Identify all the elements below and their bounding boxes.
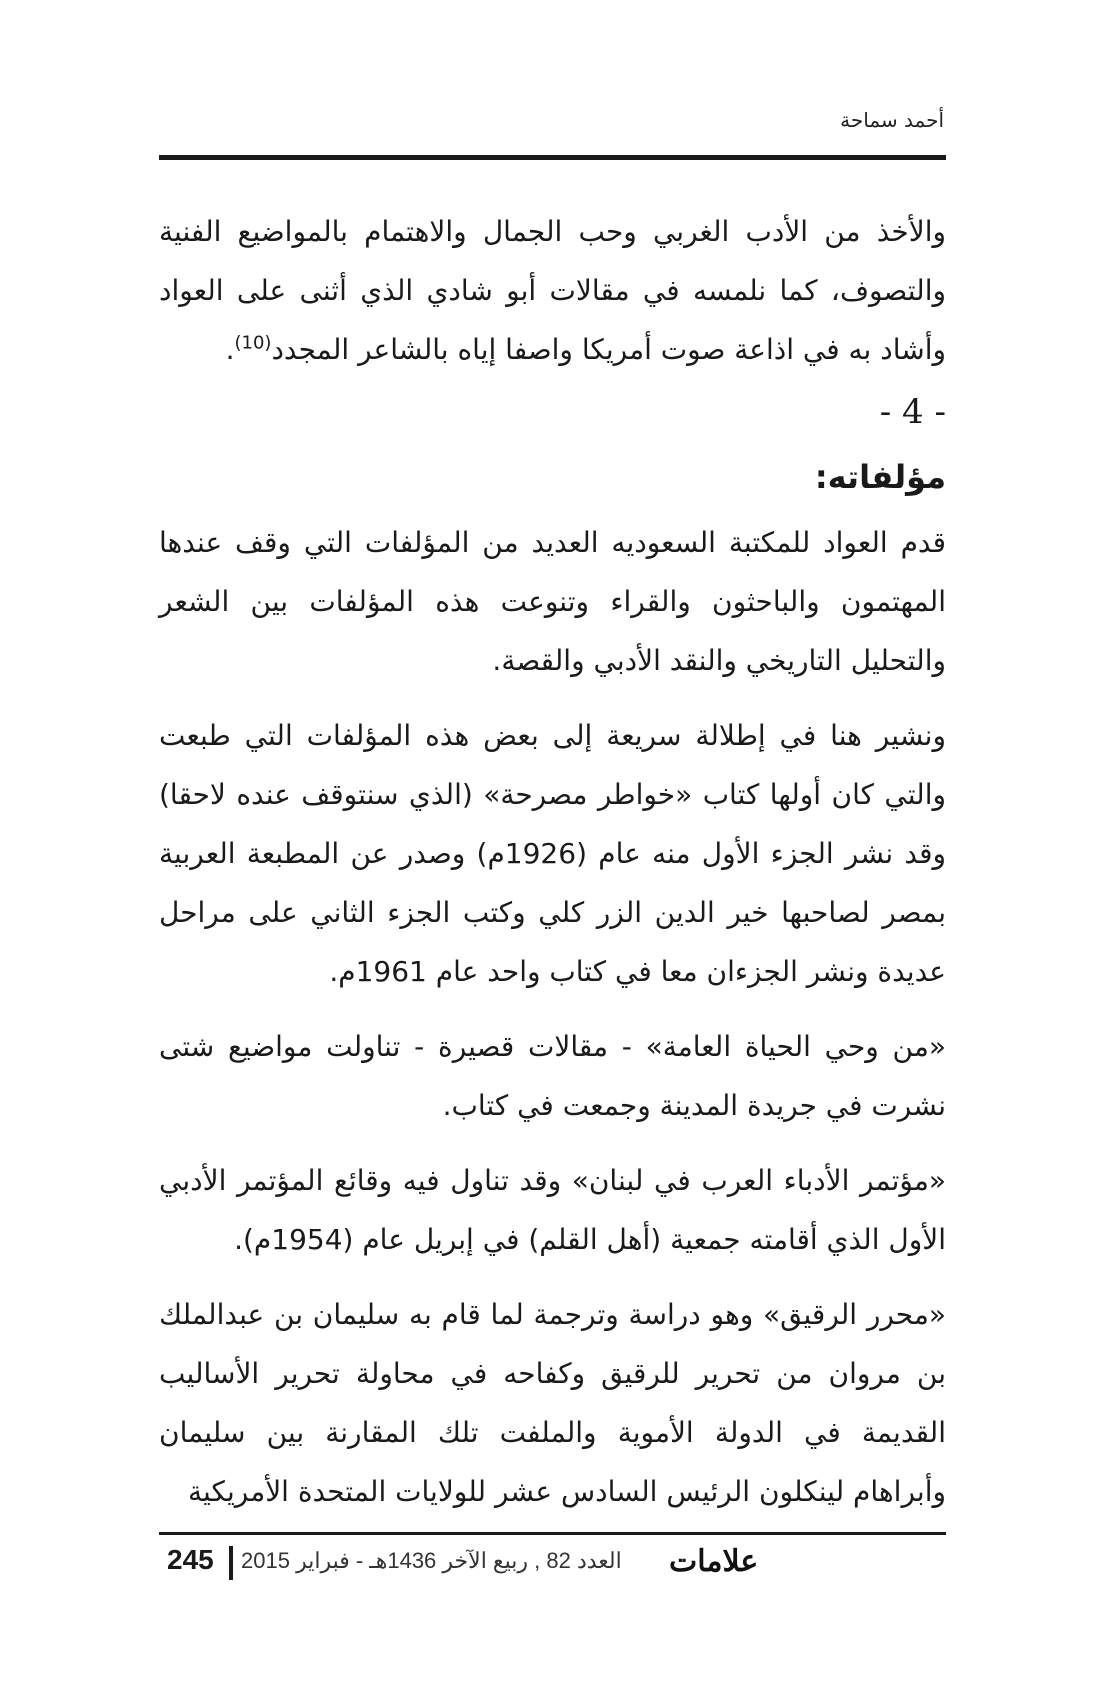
section-number: - 4 - xyxy=(879,392,946,432)
page-number: 245 xyxy=(167,1544,214,1575)
paragraph-6: «محرر الرقيق» وهو دراسة وترجمة لما قام به سليمان بن عبدالملك بن مروان من تحرير للرقيق وكفاحه في محاولة تحرير الأساليب القديمة في الدولة الأموية والملفت تلك المقارنة بين سليمان وأبراهام لينكلون الرئيس السادس عشر للولايات المتحدة الأمريكية xyxy=(159,1298,946,1508)
paragraph-3: ونشير هنا في إطلالة سريعة إلى بعض هذه المؤلفات التي طبعت والتي كان أولها كتاب «خواطر مصرحة» (الذي سنتوقف عنده لاحقا) وقد نشر الجزء الأول منه عام (1926م) وصدر عن المطبعة العربية بمصر لصاحبها خير الدين الزر كلي وكتب الجزء الثاني على مراحل عديدة ونشر الجزءان معا في كتاب واحد عام 1961م. xyxy=(159,719,947,988)
footer-divider xyxy=(229,1546,233,1580)
header-rule xyxy=(159,155,946,160)
footnote-ref: (10) xyxy=(234,332,272,354)
paragraph-1-text: والأخذ من الأدب الغربي وحب الجمال والاهتمام بالمواضيع الفنية والتصوف، كما نلمسه في مقالات أبو شادي الذي أثنى على العواد وأشاد به في اذاعة صوت أمريكا واصفا إياه بالشاعر المجدد xyxy=(159,215,946,366)
paragraph-5: «مؤتمر الأدباء العرب في لبنان» وقد تناول فيه وقائع المؤتمر الأدبي الأول الذي أقامته جمعية (أهل القلم) في إبريل عام (1954م). xyxy=(159,1164,946,1256)
footer-rule xyxy=(159,1532,946,1535)
running-head-author: أحمد سماحة xyxy=(840,108,944,132)
paragraph-1 xyxy=(159,202,946,379)
body-text xyxy=(159,202,946,1521)
section-heading: مؤلفاته: xyxy=(814,458,946,496)
paragraph-1-end: . xyxy=(225,333,235,366)
paragraph-4: «من وحي الحياة العامة» - مقالات قصيرة - تناولت مواضيع شتى نشرت في جريدة المدينة وجمعت في كتاب. xyxy=(159,1030,946,1122)
issue-info: العدد 82 , ربيع الآخر 1436هـ - فبراير 2015 xyxy=(241,1548,622,1573)
journal-logo: علامات xyxy=(669,1544,759,1579)
page-footer xyxy=(159,1544,946,1584)
paragraph-2: قدم العواد للمكتبة السعوديه العديد من المؤلفات التي وقف عندها المهتمون والباحثون والقراء وتنوعت هذه المؤلفات بين الشعر والتحليل التاريخي والنقد الأدبي والقصة. xyxy=(159,526,946,677)
